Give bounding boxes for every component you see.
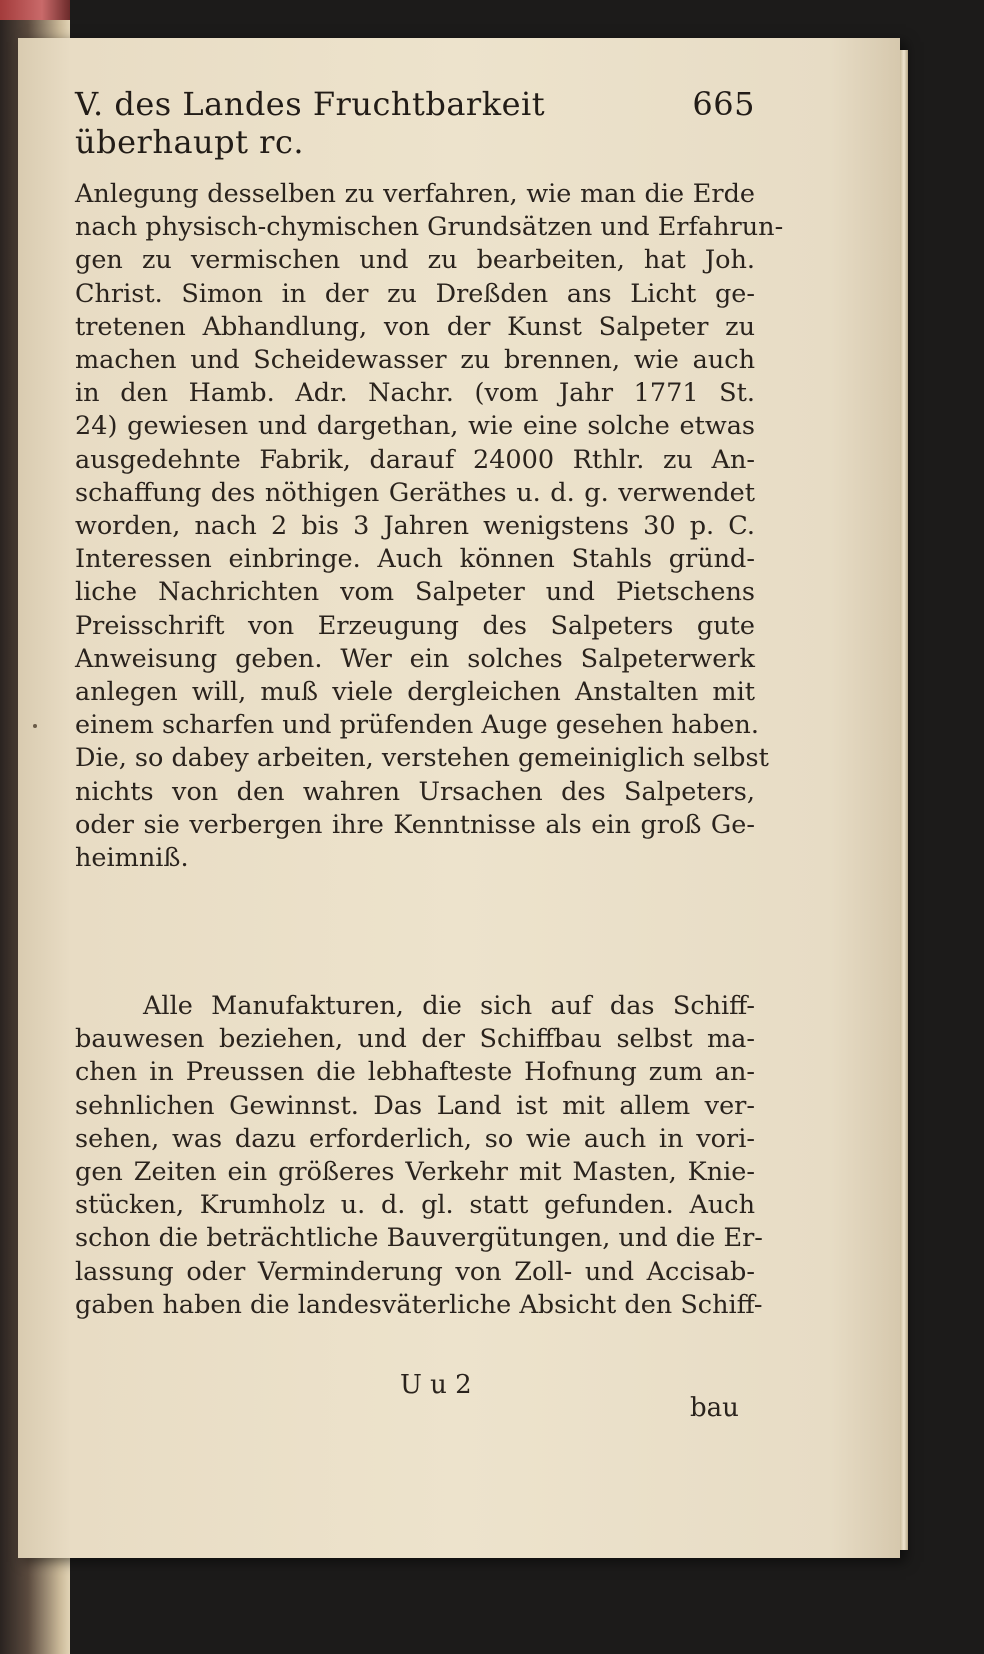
- text-line: gen Zeiten ein größeres Verkehr mit Masten, Knie-: [75, 1157, 755, 1188]
- page-edge: [900, 50, 908, 1550]
- text-line: sehnlichen Gewinnst. Das Land ist mit allem ver-: [75, 1090, 755, 1121]
- text-line: ausgedehnte Fabrik, darauf 24000 Rthlr. zu An-: [75, 444, 755, 475]
- paragraph-1: [75, 178, 784, 875]
- text-line: Preisschrift von Erzeugung des Salpeters gute: [75, 610, 755, 641]
- text-line: heimniß.: [75, 843, 189, 874]
- text-line: nichts von den wahren Ursachen des Salpeters,: [75, 776, 755, 807]
- text-line: chen in Preussen die lebhafteste Hofnung zum an-: [75, 1057, 755, 1088]
- running-head-title: V. des Landes Fruchtbarkeit überhaupt rc.: [75, 85, 546, 161]
- text-line: machen und Scheidewasser zu brennen, wie auch: [75, 345, 755, 376]
- text-line: sehen, was dazu erforderlich, so wie auch in vori-: [75, 1123, 755, 1154]
- text-line: Anweisung geben. Wer ein solches Salpeterwerk: [75, 643, 755, 674]
- text-line: anlegen will, muß viele dergleichen Anstalten mit: [75, 677, 755, 708]
- text-line: Die, so dabey arbeiten, verstehen gemeiniglich selbst: [75, 743, 769, 774]
- text-line: Christ. Simon in der zu Dreßden ans Licht ge-: [75, 278, 755, 309]
- text-line: tretenen Abhandlung, von der Kunst Salpeter zu: [75, 311, 755, 342]
- text-line: Anlegung desselben zu verfahren, wie man die Erde: [75, 179, 755, 209]
- text-line: einem scharfen und prüfenden Auge gesehen haben.: [75, 710, 759, 741]
- running-head: [75, 85, 755, 161]
- text-line: oder sie verbergen ihre Kenntnisse als ein groß Ge-: [75, 809, 755, 840]
- text-line: gen zu vermischen und zu bearbeiten, hat Joh.: [75, 245, 755, 276]
- text-line: schaffung des nöthigen Geräthes u. d. g. verwendet: [75, 477, 755, 508]
- text-line: lassung oder Verminderung von Zoll- und Accisab-: [75, 1256, 755, 1287]
- signature-mark: U u 2: [400, 1370, 472, 1400]
- bookmark-ribbon: [0, 0, 70, 20]
- text-line: bauwesen beziehen, und der Schiffbau selbst ma-: [75, 1024, 755, 1055]
- catchword: bau: [690, 1393, 739, 1423]
- text-line: stücken, Krumholz u. d. gl. statt gefunden. Auch: [75, 1190, 755, 1221]
- text-line: in den Hamb. Adr. Nachr. (vom Jahr 1771 St.: [75, 378, 755, 409]
- text-line: nach physisch-chymischen Grundsätzen und Erfahrun-: [75, 212, 784, 243]
- text-line: schon die beträchtliche Bauvergütungen, und die Er-: [75, 1223, 763, 1254]
- text-line: 24) gewiesen und dargethan, wie eine solche etwas: [75, 411, 755, 442]
- paragraph-2: [75, 990, 763, 1322]
- text-line: liche Nachrichten vom Salpeter und Pietschens: [75, 577, 755, 608]
- text-line: gaben haben die landesväterliche Absicht den Schiff-: [75, 1289, 763, 1320]
- text-line: Alle Manufakturen, die sich auf das Schiff-: [143, 991, 755, 1021]
- page-number: 665: [692, 85, 755, 123]
- margin-spot: [33, 724, 37, 728]
- text-line: Interessen einbringe. Auch können Stahls gründ-: [75, 544, 755, 575]
- text-line: worden, nach 2 bis 3 Jahren wenigstens 30 p. C.: [75, 511, 755, 542]
